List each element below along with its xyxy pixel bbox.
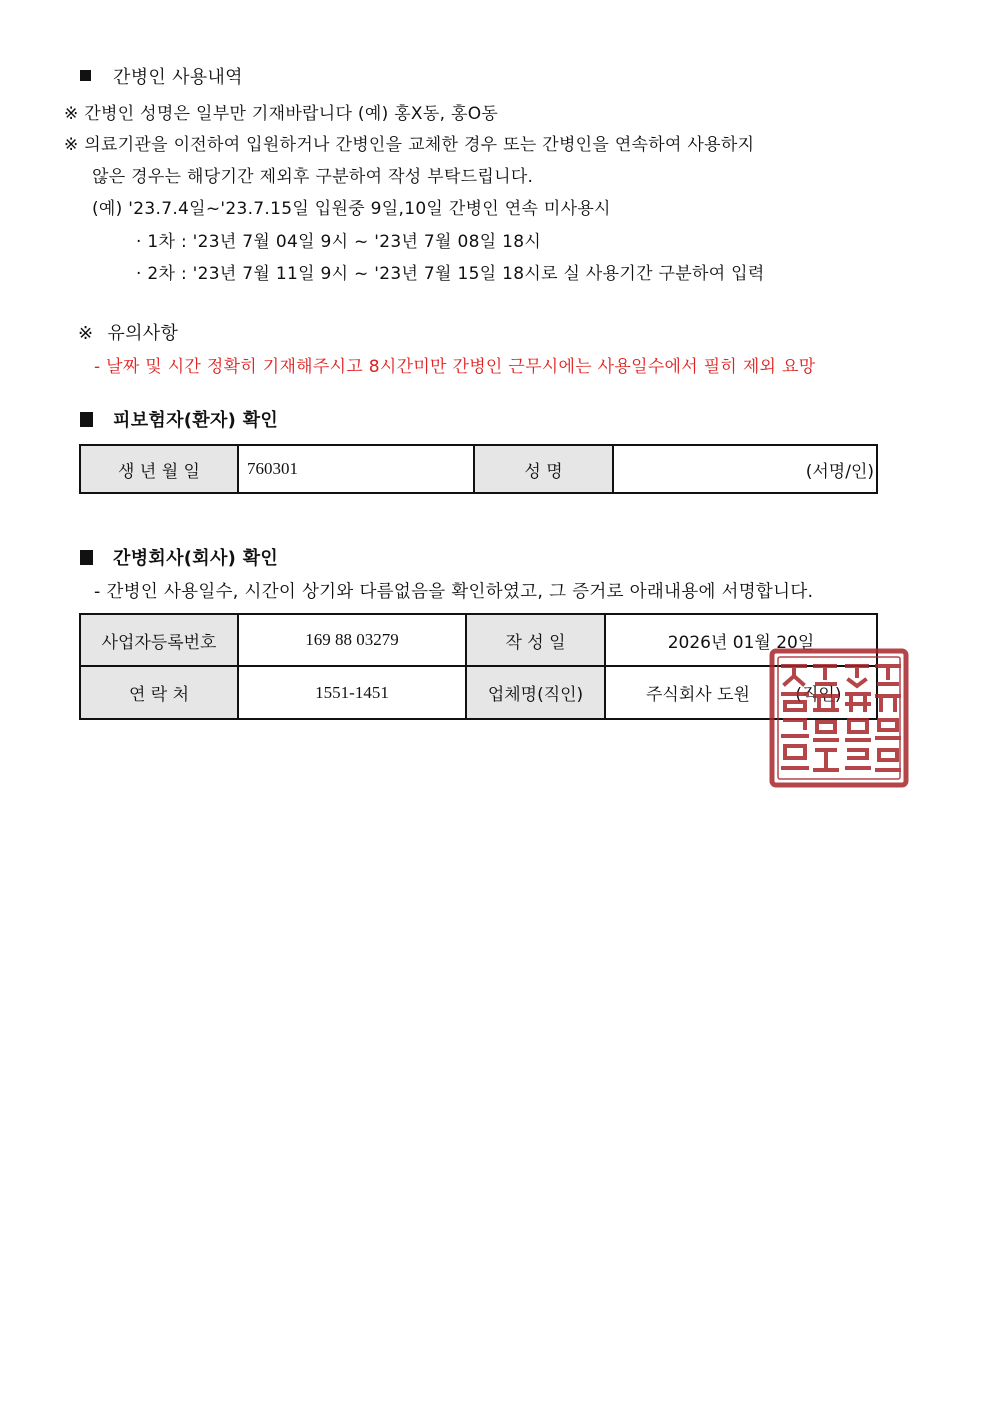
company-statement: - 간병인 사용일수, 시간이 상기와 다름없음을 확인하였고, 그 증거로 아래내용에 서명합니다. — [94, 582, 814, 602]
period-1: · 1차 : '23년 7월 04일 9시 ~ '23년 7월 08일 18시 — [136, 232, 542, 252]
usage-section-heading — [80, 63, 243, 89]
patient-section-heading — [80, 406, 278, 432]
note-2 — [64, 130, 754, 155]
registration-number-label: 사업자등록번호 — [80, 614, 238, 666]
note-2-line-2: 않은 경우는 해당기간 제외후 구분하여 작성 부탁드립니다. — [92, 167, 534, 187]
name-field — [613, 445, 877, 493]
patient-section-title: 피보험자(환자) 확인 — [113, 410, 279, 431]
contact-value: 1551-1451 — [238, 666, 466, 719]
note-1-text: 간병인 성명은 일부만 기재바랍니다 (예) 홍X동, 홍O동 — [84, 104, 499, 124]
company-section-title: 간병회사(회사) 확인 — [113, 548, 279, 569]
period-2: · 2차 : '23년 7월 11일 9시 ~ '23년 7월 15일 18시로 실 사용기간 구분하여 입력 — [136, 264, 765, 284]
reference-mark-icon: ※ — [64, 135, 79, 155]
company-table — [79, 613, 878, 720]
black-square-icon — [80, 70, 91, 81]
example-text: (예) '23.7.4일~'23.7.15일 입원중 9일,10일 간병인 연속 미사용시 — [92, 199, 611, 219]
company-seal-icon — [769, 648, 909, 788]
birth-date-value: 760301 — [238, 445, 474, 493]
caution-heading — [78, 319, 178, 345]
birth-date-label: 생 년 월 일 — [80, 445, 238, 493]
patient-table — [79, 444, 878, 494]
black-square-icon — [80, 550, 93, 565]
caution-title: 유의사항 — [107, 323, 179, 344]
company-name-value: 주식회사 도원 — [646, 685, 750, 705]
contact-label: 연 락 처 — [80, 666, 238, 719]
written-date-label: 작 성 일 — [466, 614, 605, 666]
note-1 — [64, 99, 498, 124]
sign-label: (서명/인) — [805, 461, 874, 482]
reference-mark-icon: ※ — [78, 323, 94, 344]
caution-text: - 날짜 및 시간 정확히 기재해주시고 8시간미만 간병인 근무시에는 사용일수에서 필히 제외 요망 — [94, 357, 816, 377]
name-label: 성 명 — [474, 445, 613, 493]
registration-number-value: 169 88 03279 — [238, 614, 466, 666]
reference-mark-icon: ※ — [64, 104, 79, 124]
company-section-heading — [80, 544, 278, 570]
seal-label: (직인) — [795, 685, 842, 705]
usage-section-title: 간병인 사용내역 — [113, 67, 243, 88]
note-2-line-1: 의료기관을 이전하여 입원하거나 간병인을 교체한 경우 또는 간병인을 연속하여 사용하지 — [84, 135, 755, 155]
written-date-value: 2026년 01월 20일 — [605, 614, 877, 666]
company-name-label: 업체명(직인) — [466, 666, 605, 719]
black-square-icon — [80, 412, 93, 427]
